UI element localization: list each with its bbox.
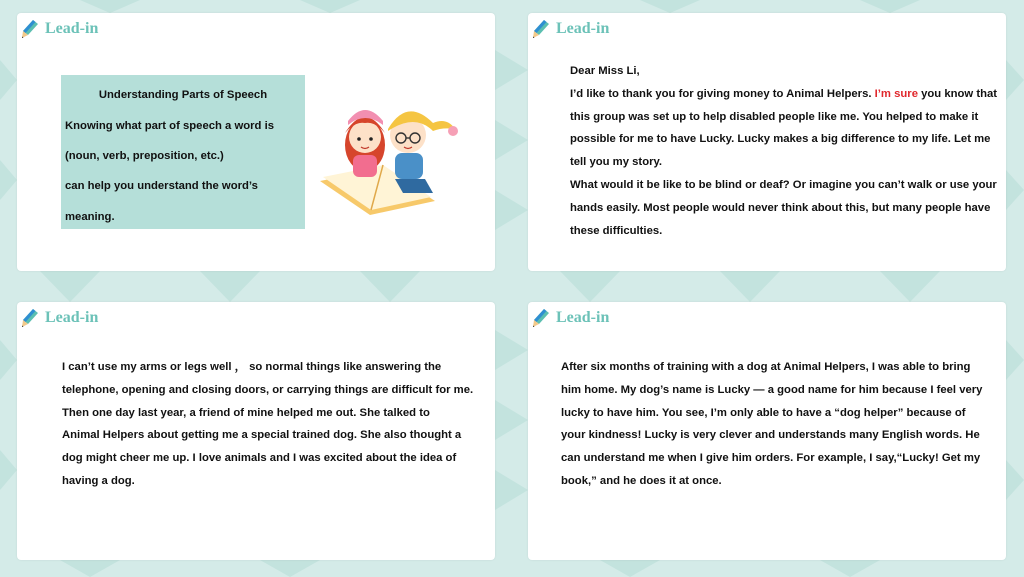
story-line: lucky to have him. You see, I’m only able to have a “dog helper” because of (561, 406, 966, 419)
story-line: book,” and he does it at once. (561, 474, 722, 487)
story-text (62, 356, 473, 493)
slide-4 (528, 302, 1006, 560)
letter-line: What would it be like to be blind or deaf? Or imagine you can’t walk or use your (570, 178, 997, 191)
story-text (561, 356, 982, 493)
story-line: your kindness! Lucky is very clever and understands many English words. He (561, 429, 980, 442)
pencil-icon (532, 308, 550, 328)
slide-2 (528, 13, 1006, 271)
definition-box (61, 75, 305, 229)
slide-header (21, 18, 98, 40)
pencil-icon (21, 308, 39, 328)
story-line: After six months of training with a dog at Animal Helpers, I was able to bring (561, 361, 971, 373)
pencil-icon (532, 19, 550, 39)
story-line: Animal Helpers about getting me a special trained dog. She also thought a (62, 429, 462, 442)
slide-title: Lead-in (45, 309, 99, 326)
slide-title: Lead-in (45, 20, 99, 37)
story-line: Then one day last year, a friend of mine helped me out. She talked to (62, 406, 430, 419)
letter-line: this group was set up to help disabled people like me. You helped to make it (570, 110, 979, 123)
letter-line: I’d like to thank you for giving money to Animal Helpers. I’m sure you know that (570, 87, 998, 100)
kids-reading-illustration (315, 93, 465, 218)
slide-title: Lead-in (556, 309, 610, 326)
letter-line: possible for me to have Lucky. Lucky makes a big difference to my life. Let me (570, 133, 991, 146)
story-line: I can’t use my arms or legs well ， so normal things like answering the (62, 361, 442, 373)
box-line: meaning. (65, 211, 115, 223)
pencil-icon (21, 19, 39, 39)
letter-line: hands easily. Most people would never think about this, but many people have (570, 201, 991, 214)
highlight-phrase: I’m sure (874, 87, 918, 100)
slide-header (532, 307, 609, 329)
box-line: Knowing what part of speech a word is (65, 120, 275, 132)
slide-title: Lead-in (556, 20, 610, 37)
story-line: telephone, opening and closing doors, or carrying things are difficult for me. (62, 383, 474, 396)
story-line: can understand me when I give him orders. For example, I say,“Lucky! Get my (561, 452, 981, 465)
slide-1 (17, 13, 495, 271)
letter-line: tell you my story. (570, 156, 663, 169)
slide-header (532, 18, 609, 40)
story-line: having a dog. (62, 474, 135, 487)
letter-line: these difficulties. (570, 224, 663, 237)
box-line: (noun, verb, preposition, etc.) (65, 150, 224, 162)
salutation: Dear Miss Li, (570, 65, 640, 77)
story-line: dog might cheer me up. I love animals and I was excited about the idea of (62, 452, 457, 465)
letter-text (570, 60, 997, 242)
box-line: can help you understand the word’s (65, 180, 258, 192)
slide-header (21, 307, 98, 329)
slide-3 (17, 302, 495, 560)
box-title: Understanding Parts of Speech (98, 89, 268, 101)
story-line: him home. My dog’s name is Lucky — a good name for him because I feel very (561, 383, 983, 396)
